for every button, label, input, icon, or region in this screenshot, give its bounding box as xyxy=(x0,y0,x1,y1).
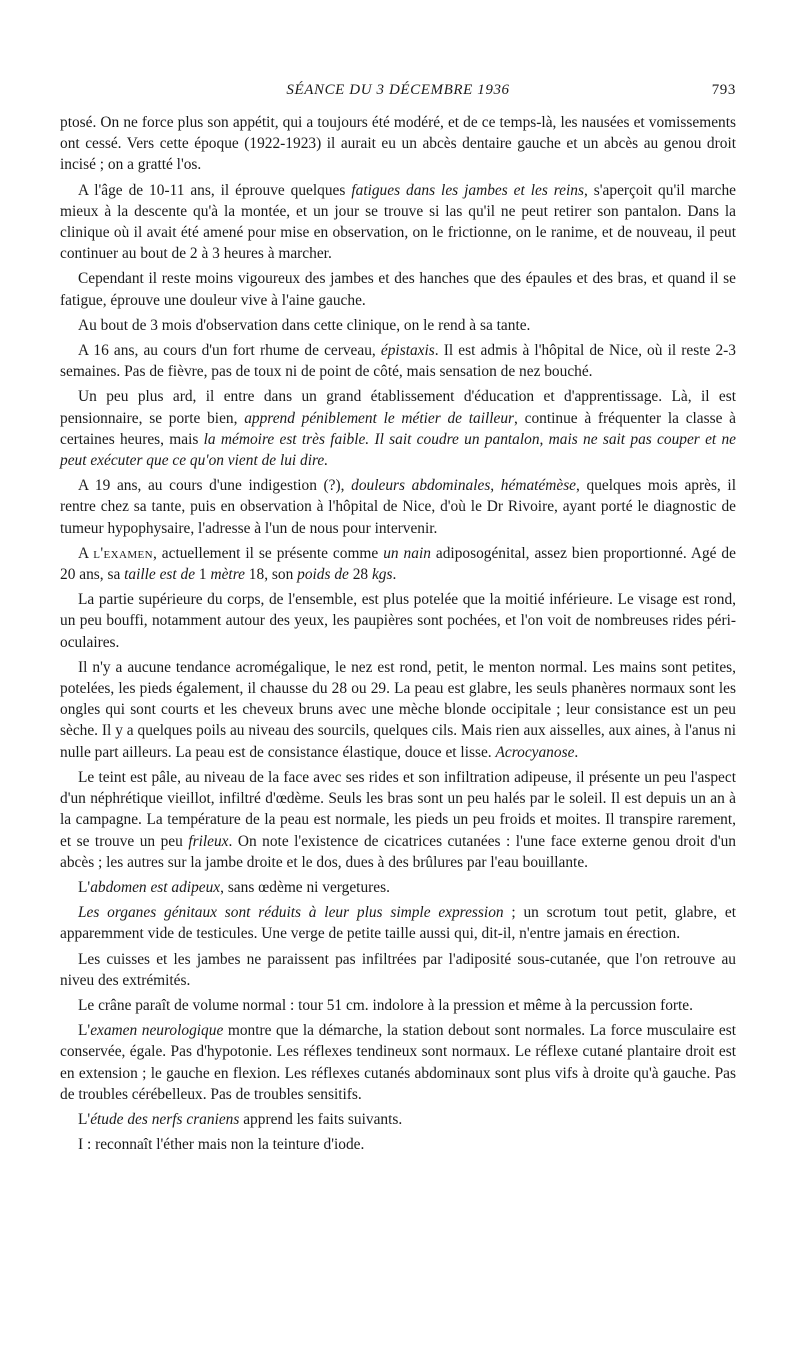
running-header xyxy=(60,82,736,106)
text-segment: 28 xyxy=(348,566,372,584)
italic-text: examen neurologique xyxy=(90,1022,224,1040)
italic-text: douleurs abdominales, hématémèse xyxy=(351,477,577,495)
italic-text: kgs xyxy=(371,566,393,584)
text-segment: L' xyxy=(78,1110,91,1128)
text-segment: adiposogénital, assez bien proportionné. Agé de 20 ans, sa xyxy=(60,544,736,584)
italic-text: frileux xyxy=(188,832,229,850)
text-segment: . xyxy=(392,566,397,584)
small-caps-text: l'examen xyxy=(93,544,153,562)
text-segment: A l'âge de 10-11 ans, il éprouve quelques xyxy=(78,181,352,199)
page-number: 793 xyxy=(711,82,736,98)
paragraph xyxy=(60,386,736,471)
paragraph xyxy=(60,315,736,336)
text-segment: 18, son xyxy=(244,566,298,584)
text-segment: , continue à fréquenter la classe à certaines heures, mais xyxy=(60,409,736,448)
text-segment: , s'aperçoit qu'il marche mieux à la descente qu'à la montée, et un jour se trouve si las qu'il ne peut retirer son pantalon. Dans la clinique où il avait été amené pour mise en observation, on le frictionne, on le ranime, et de nouveau, il peut continuer au bout de 2 à 3 heures à marcher. xyxy=(60,181,737,263)
italic-text: taille est de xyxy=(124,566,196,584)
paragraph xyxy=(60,949,736,991)
text-segment: 1 xyxy=(195,566,211,584)
paragraph xyxy=(60,902,736,944)
text-segment: Le teint est pâle, au niveau de la face avec ses rides et son infiltration adipeuse, il présente un peu l'aspect d'un néphrétique vieillot, infiltré d'œdème. Seuls les bras sont un peu halés par le soleil. Il est depuis un an à la campagne. La température de la peau est normale, les pieds un peu froids et moites. Il transpire rarement, et se trouve un peu xyxy=(60,768,736,850)
italic-text: apprend péniblement le métier de tailleur xyxy=(244,409,515,427)
paragraph xyxy=(60,543,736,585)
italic-text: étude des nerfs craniens xyxy=(90,1110,240,1128)
text-segment: ; un scrotum tout petit, glabre, et apparemment vide de testicules. Une verge de petite taille aussi qui, dit-il, n'entre jamais en érection. xyxy=(60,904,736,943)
paragraph xyxy=(60,1020,736,1105)
italic-text: un nain xyxy=(383,544,431,562)
body-text xyxy=(60,112,736,1159)
text-segment: , quelques mois après, il rentre chez sa tante, puis en observation à l'hôpital de Nice, d'où le Dr Rivoire, ayant porté le diagnostic de tumeur hypophysaire, l'adresse à l'un de nous pour intervenir. xyxy=(60,477,736,537)
text-segment: Au bout de 3 mois d'observation dans cette clinique, on le rend à sa tante. xyxy=(78,316,531,334)
text-segment: La partie supérieure du corps, de l'ensemble, est plus potelée que la moitié inférieure. Le visage est rond, un peu bouffi, notamment autour des yeux, les paupières sont pochées, et l'on voit de nombreuses rides péri-oculaires. xyxy=(60,591,736,651)
paragraph xyxy=(60,1109,736,1130)
paragraph xyxy=(60,589,736,653)
text-segment: . Il est admis à l'hôpital de Nice, où il reste 2-3 semaines. Pas de fièvre, pas de toux ni de point de côté, mais sensation de nez bouché. xyxy=(60,342,736,381)
text-segment: apprend les faits suivants. xyxy=(239,1110,403,1128)
text-segment: , sans œdème ni vergetures. xyxy=(220,878,390,896)
text-segment: L' xyxy=(78,878,91,896)
text-segment: montre que la démarche, la station debout sont normales. La force musculaire est conservée, égale. Pas d'hypotonie. Les réflexes tendineux sont normaux. Le réflexe cutané plantaire droit est en extension ; le gauche en flexion. Les réflexes cutanés abdominaux sont plus vifs à droite qu'à gauche. Pas de troubles cérébelleux. Pas de troubles sensitifs. xyxy=(60,1022,736,1103)
italic-text: fatigues dans les jambes et les reins xyxy=(351,181,584,199)
text-segment: . On note l'existence de cicatrices cutanées : l'une face externe genou droit d'un abcès ; les autres sur la jambe droite et le dos, dues à des brûlures par l'eau bouillante. xyxy=(60,832,736,871)
paragraph xyxy=(60,767,736,873)
paragraph xyxy=(60,112,736,176)
text-segment: . xyxy=(574,743,579,761)
text-segment: ptosé. On ne force plus son appétit, qui a toujours été modéré, et de ce temps-là, les nausées et vomissements ont cessé. Vers cette époque (1922-1923) il aurait eu un abcès dentaire gauche et un abcès au genou droit incisé ; on a gratté l'os. xyxy=(60,114,736,174)
text-segment: Les cuisses et les jambes ne paraissent pas infiltrées par l'adiposité sous-cutanée, que l'on retrouve au niveu des extrémités. xyxy=(60,950,736,989)
text-segment: Cependant il reste moins vigoureux des jambes et des hanches que des épaules et des bras, et quand il se fatigue, éprouve une douleur vive à l'aine gauche. xyxy=(60,270,736,309)
paragraph xyxy=(60,180,736,265)
text-segment: Le crâne paraît de volume normal : tour 51 cm. indolore à la pression et même à la percussion forte. xyxy=(78,996,693,1014)
italic-text: Les organes génitaux sont réduits à leur plus simple expression xyxy=(78,904,504,922)
running-title: SÉANCE DU 3 DÉCEMBRE 1936 xyxy=(286,82,510,98)
text-segment: A 16 ans, au cours d'un fort rhume de cerveau, xyxy=(78,342,381,360)
text-segment: I : reconnaît l'éther mais non la teinture d'iode. xyxy=(78,1136,365,1154)
italic-text: poids de xyxy=(297,566,349,584)
italic-text: mètre xyxy=(210,566,245,584)
text-segment: , actuellement il se présente comme xyxy=(152,544,384,562)
text-segment: Un peu plus ard, il entre dans un grand établissement d'éducation et d'apprentissage. Là, il est pensionnaire, se porte bien, xyxy=(60,388,736,427)
italic-text: la mémoire est très faible. Il sait coudre un pantalon, mais ne sait pas couper et ne peut exécuter que ce qu'on vient de lui dire. xyxy=(60,430,736,470)
paragraph xyxy=(60,877,736,898)
paragraph xyxy=(60,995,736,1016)
italic-text: Acrocyanose xyxy=(495,743,575,761)
paragraph xyxy=(60,340,736,382)
text-segment: A xyxy=(78,544,94,562)
paragraph xyxy=(60,1134,736,1155)
paragraph xyxy=(60,268,736,310)
italic-text: abdomen est adipeux xyxy=(90,878,221,896)
text-segment: Il n'y a aucune tendance acromégalique, le nez est rond, petit, le menton normal. Les mains sont petites, potelées, les pieds également, il chausse du 28 ou 29. La peau est glabre, les seuls phanères normaux sont les ongles qui sont courts et les cheveux bruns avec une mèche blonde occipitale ; leur consistance est un peu sèche. Il y a quelques poils au niveau des sourcils, quelques cils. Mais rien aux aisselles, aux aines, à l'anus ni nulle part ailleurs. La peau est de consistance élastique, douce et lisse. xyxy=(60,658,736,761)
text-segment: L' xyxy=(78,1022,91,1040)
text-segment: A 19 ans, au cours d'une indigestion (?), xyxy=(78,477,352,495)
paragraph xyxy=(60,657,736,763)
paragraph xyxy=(60,475,736,539)
italic-text: épistaxis xyxy=(380,342,435,360)
